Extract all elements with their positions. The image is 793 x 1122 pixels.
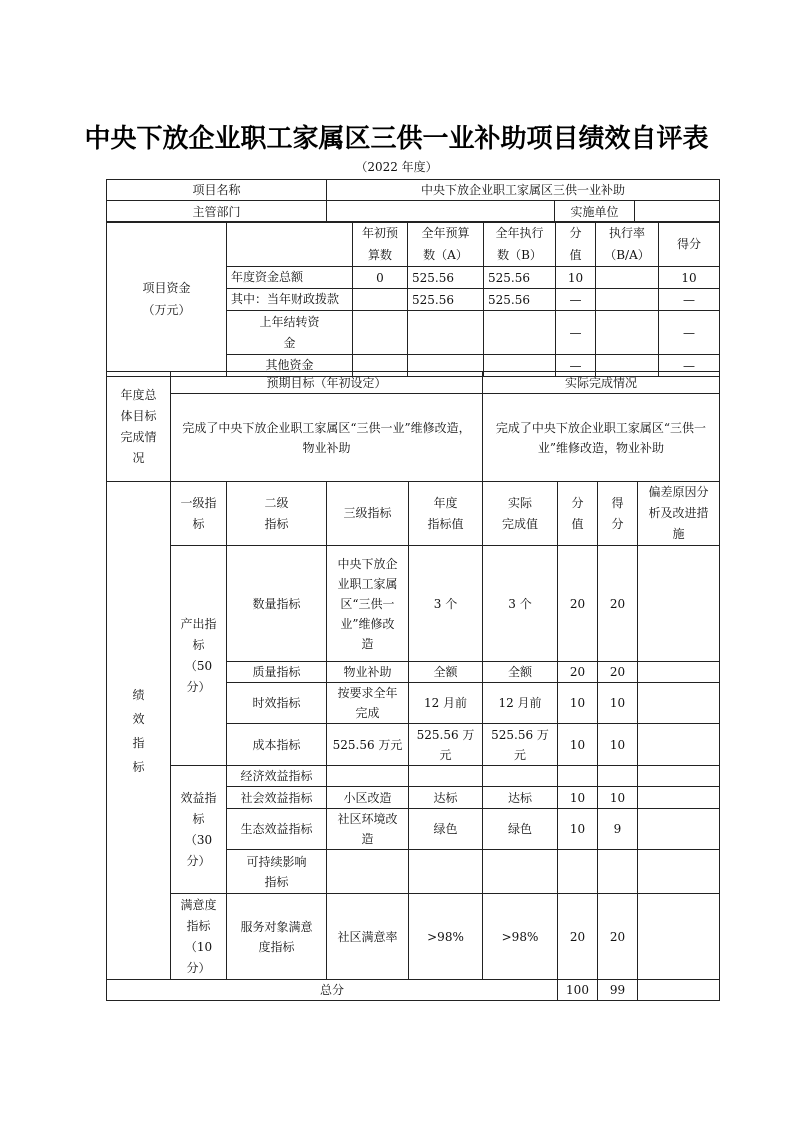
score-value: 10 bbox=[558, 724, 598, 766]
funds-header-4: 执行率 （B/A） bbox=[596, 222, 659, 267]
deviation-reason bbox=[638, 787, 720, 809]
level3-indicator: 物业补助 bbox=[327, 662, 409, 683]
impl-value bbox=[635, 201, 720, 223]
funds-rate bbox=[596, 311, 659, 355]
total-score: 99 bbox=[598, 980, 638, 1001]
score-value: 10 bbox=[558, 809, 598, 850]
target-value: 525.56 万 元 bbox=[409, 724, 483, 766]
funds-initial bbox=[353, 311, 408, 355]
funds-header-0: 年初预 算数 bbox=[353, 222, 408, 267]
project-name-value: 中央下放企业职工家属区三供一业补助 bbox=[327, 180, 720, 201]
funds-score: — bbox=[659, 289, 720, 311]
level3-indicator: 中央下放企 业职工家属 区“三供一 业”维修改 造 bbox=[327, 546, 409, 662]
funds-header-1: 全年预算 数（A） bbox=[408, 222, 484, 267]
funds-table bbox=[106, 221, 720, 377]
deviation-reason bbox=[638, 662, 720, 683]
funds-budget: 525.56 bbox=[408, 267, 484, 289]
funds-score: — bbox=[659, 355, 720, 377]
deviation-reason bbox=[638, 683, 720, 724]
target-value: >98% bbox=[409, 894, 483, 980]
deviation-reason bbox=[638, 894, 720, 980]
indicators-label: 绩 效 指 标 bbox=[107, 482, 171, 980]
target-value bbox=[409, 850, 483, 894]
expected-goal-text: 完成了中央下放企业职工家属区“三供一业”维修改造，物业补助 bbox=[171, 394, 483, 482]
benefit-group-label: 效益指 标 （30 分） bbox=[171, 766, 227, 894]
funds-header-2: 全年执行 数（B） bbox=[484, 222, 556, 267]
score-value: 10 bbox=[558, 683, 598, 724]
funds-row-label: 年度资金总额 bbox=[227, 267, 353, 289]
funds-exec: 525.56 bbox=[484, 267, 556, 289]
score-obtained: 10 bbox=[598, 683, 638, 724]
funds-rate bbox=[596, 289, 659, 311]
funds-score-value: — bbox=[556, 355, 596, 377]
funds-score: 10 bbox=[659, 267, 720, 289]
level3-indicator: 社区满意率 bbox=[327, 894, 409, 980]
level2-indicator: 时效指标 bbox=[227, 683, 327, 724]
indicator-header-3: 年度 指标值 bbox=[409, 482, 483, 546]
funds-rate bbox=[596, 267, 659, 289]
score-value bbox=[558, 766, 598, 787]
level3-indicator bbox=[327, 766, 409, 787]
level2-indicator: 质量指标 bbox=[227, 662, 327, 683]
score-value: 20 bbox=[558, 662, 598, 683]
deviation-reason bbox=[638, 724, 720, 766]
indicator-header-2: 三级指标 bbox=[327, 482, 409, 546]
funds-header-5: 得分 bbox=[659, 222, 720, 267]
funds-header-blank bbox=[227, 222, 353, 267]
indicator-header-6: 得 分 bbox=[598, 482, 638, 546]
funds-initial: 0 bbox=[353, 267, 408, 289]
project-name-label: 项目名称 bbox=[107, 180, 327, 201]
indicator-header-0: 一级指 标 bbox=[171, 482, 227, 546]
actual-value: 12 月前 bbox=[483, 683, 558, 724]
funds-score-value: — bbox=[556, 311, 596, 355]
actual-value: 全额 bbox=[483, 662, 558, 683]
actual-value: 绿色 bbox=[483, 809, 558, 850]
score-obtained: 10 bbox=[598, 787, 638, 809]
score-value bbox=[558, 850, 598, 894]
goals-table bbox=[106, 371, 720, 482]
goals-label: 年度总 体目标 完成情 况 bbox=[107, 372, 171, 482]
indicator-row bbox=[107, 894, 720, 980]
target-value: 绿色 bbox=[409, 809, 483, 850]
actual-value bbox=[483, 850, 558, 894]
funds-initial bbox=[353, 289, 408, 311]
target-value bbox=[409, 766, 483, 787]
total-reason bbox=[638, 980, 720, 1001]
score-obtained: 20 bbox=[598, 662, 638, 683]
level2-indicator: 社会效益指标 bbox=[227, 787, 327, 809]
level3-indicator: 525.56 万元 bbox=[327, 724, 409, 766]
deviation-reason bbox=[638, 546, 720, 662]
target-value: 12 月前 bbox=[409, 683, 483, 724]
level3-indicator: 社区环境改 造 bbox=[327, 809, 409, 850]
funds-row-label: 其中：当年财政拨款 bbox=[227, 289, 353, 311]
funds-budget bbox=[408, 311, 484, 355]
actual-goal-header: 实际完成情况 bbox=[483, 372, 720, 394]
indicator-row bbox=[107, 766, 720, 787]
expected-goal-header: 预期目标（年初设定） bbox=[171, 372, 483, 394]
score-obtained: 9 bbox=[598, 809, 638, 850]
actual-value: 3 个 bbox=[483, 546, 558, 662]
dept-value bbox=[327, 201, 555, 223]
level3-indicator bbox=[327, 850, 409, 894]
output-group-label: 产出指 标 （50 分） bbox=[171, 546, 227, 766]
evaluation-table bbox=[106, 179, 720, 223]
document-title: 中央下放企业职工家属区三供一业补助项目绩效自评表 bbox=[84, 124, 709, 154]
level2-indicator: 可持续影响 指标 bbox=[227, 850, 327, 894]
score-value: 20 bbox=[558, 894, 598, 980]
total-row bbox=[107, 980, 720, 1001]
actual-value: 525.56 万 元 bbox=[483, 724, 558, 766]
total-label: 总分 bbox=[107, 980, 558, 1001]
level2-indicator: 数量指标 bbox=[227, 546, 327, 662]
score-value: 20 bbox=[558, 546, 598, 662]
report-year: （2022 年度） bbox=[355, 160, 438, 174]
level3-indicator: 小区改造 bbox=[327, 787, 409, 809]
funds-budget: 525.56 bbox=[408, 289, 484, 311]
funds-label: 项目资金 （万元） bbox=[107, 222, 227, 377]
satisfaction-group-label: 满意度 指标 （10 分） bbox=[171, 894, 227, 980]
actual-value: 达标 bbox=[483, 787, 558, 809]
level3-indicator: 按要求全年 完成 bbox=[327, 683, 409, 724]
dept-label: 主管部门 bbox=[107, 201, 327, 223]
score-value: 10 bbox=[558, 787, 598, 809]
indicators-table bbox=[106, 481, 720, 1001]
score-obtained: 20 bbox=[598, 894, 638, 980]
funds-row-label: 其他资金 bbox=[227, 355, 353, 377]
indicator-header-7: 偏差原因分 析及改进措 施 bbox=[638, 482, 720, 546]
indicator-header-5: 分 值 bbox=[558, 482, 598, 546]
impl-label: 实施单位 bbox=[555, 201, 635, 223]
actual-value bbox=[483, 766, 558, 787]
funds-score-value: 10 bbox=[556, 267, 596, 289]
funds-exec bbox=[484, 311, 556, 355]
indicator-row bbox=[107, 546, 720, 662]
funds-row-label: 上年结转资 金 bbox=[227, 311, 353, 355]
funds-header-3: 分 值 bbox=[556, 222, 596, 267]
total-value: 100 bbox=[558, 980, 598, 1001]
score-obtained: 10 bbox=[598, 724, 638, 766]
level2-indicator: 服务对象满意 度指标 bbox=[227, 894, 327, 980]
score-obtained: 20 bbox=[598, 546, 638, 662]
deviation-reason bbox=[638, 809, 720, 850]
level2-indicator: 成本指标 bbox=[227, 724, 327, 766]
deviation-reason bbox=[638, 766, 720, 787]
score-obtained bbox=[598, 766, 638, 787]
indicator-header-1: 二级 指标 bbox=[227, 482, 327, 546]
indicator-header-4: 实际 完成值 bbox=[483, 482, 558, 546]
level2-indicator: 生态效益指标 bbox=[227, 809, 327, 850]
deviation-reason bbox=[638, 850, 720, 894]
funds-exec: 525.56 bbox=[484, 289, 556, 311]
funds-score-value: — bbox=[556, 289, 596, 311]
actual-value: >98% bbox=[483, 894, 558, 980]
score-obtained bbox=[598, 850, 638, 894]
level2-indicator: 经济效益指标 bbox=[227, 766, 327, 787]
target-value: 全额 bbox=[409, 662, 483, 683]
target-value: 3 个 bbox=[409, 546, 483, 662]
funds-score: — bbox=[659, 311, 720, 355]
target-value: 达标 bbox=[409, 787, 483, 809]
actual-goal-text: 完成了中央下放企业职工家属区“三供一业”维修改造，物业补助 bbox=[483, 394, 720, 482]
